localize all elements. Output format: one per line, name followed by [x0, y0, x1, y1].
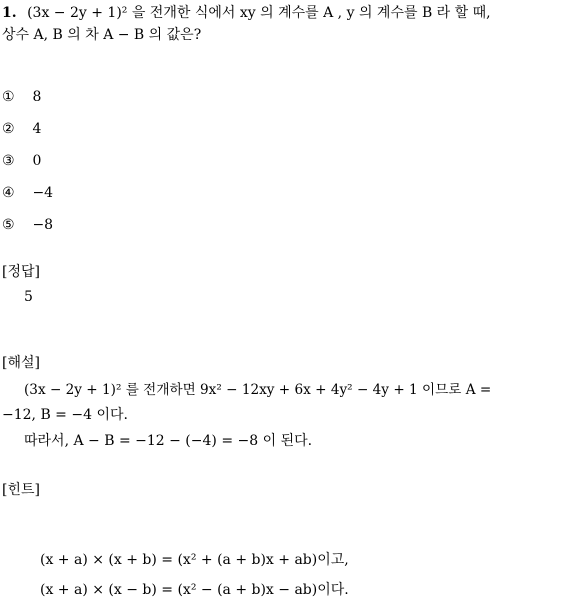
question-line-2 — [2, 25, 201, 45]
answer-label: [정답] — [2, 264, 40, 280]
hint-formula-1: (x + a) × (x + b) = (x² + (a + b)x + ab)이고, — [40, 552, 349, 568]
choice-5-mark: ⑤ — [2, 217, 15, 233]
choice-2-mark: ② — [2, 121, 15, 137]
answer-value: 5 — [24, 289, 33, 305]
choice-4-value: −4 — [32, 185, 54, 201]
choice-4[interactable] — [2, 183, 53, 203]
question-line-1 — [2, 3, 491, 23]
explanation-line-2: −12, B = −4 이다. — [2, 407, 128, 423]
choice-2[interactable] — [2, 119, 41, 139]
choice-3-mark: ③ — [2, 153, 15, 169]
hint-label: [힌트] — [2, 482, 40, 498]
question-number: 1. — [2, 5, 17, 21]
choice-1-mark: ① — [2, 89, 15, 105]
choice-1-value: 8 — [32, 89, 42, 105]
explanation-label: [해설] — [2, 355, 40, 371]
choice-3[interactable] — [2, 151, 41, 171]
hint-formula-2: (x + a) × (x − b) = (x² − (a + b)x − ab)이다. — [40, 582, 349, 598]
question-text-1: (3x − 2y + 1)² 을 전개한 식에서 xy 의 계수를 A , y 의 계수를 B 라 할 때, — [27, 5, 491, 21]
choice-3-value: 0 — [32, 153, 42, 169]
choice-5[interactable] — [2, 215, 53, 235]
choice-4-mark: ④ — [2, 185, 15, 201]
choice-5-value: −8 — [32, 217, 54, 233]
choice-1[interactable] — [2, 87, 41, 107]
question-text-2: 상수 A, B 의 차 A − B 의 값은? — [2, 27, 202, 43]
explanation-line-3: 따라서, A − B = −12 − (−4) = −8 이 된다. — [24, 433, 313, 449]
choice-2-value: 4 — [32, 121, 42, 137]
explanation-line-1: (3x − 2y + 1)² 를 전개하면 9x² − 12xy + 6x + 4y² − 4y + 1 이므로 A = — [24, 382, 492, 398]
